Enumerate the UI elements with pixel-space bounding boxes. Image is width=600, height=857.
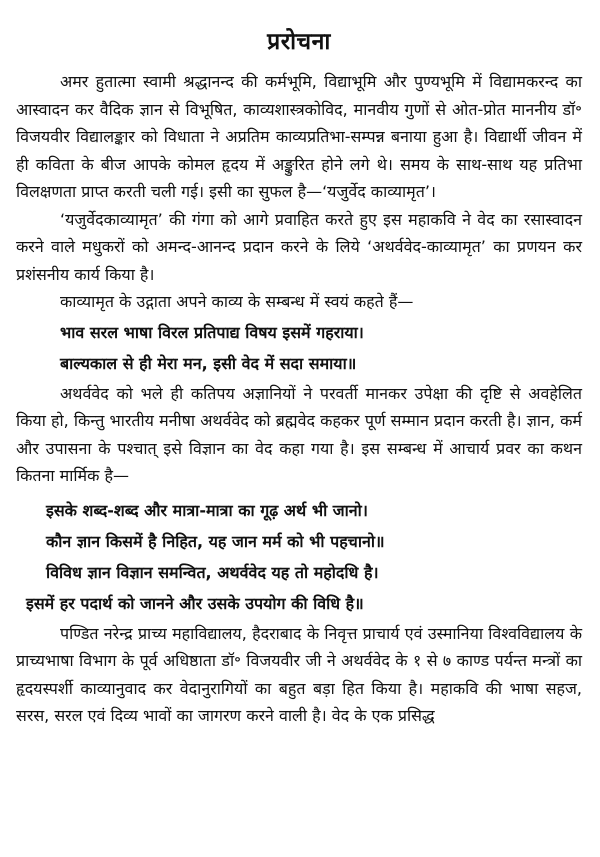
verse-line: बाल्यकाल से ही मेरा मन, इसी वेद में सदा समाया॥ bbox=[60, 353, 357, 373]
verse-line: विविध ज्ञान विज्ञान समन्वित, अथर्ववेद यह तो महोदधि है। bbox=[46, 562, 379, 582]
paragraph-atharvaveda: अथर्ववेद को भले ही कतिपय अज्ञानियों ने परवर्ती मानकर उपेक्षा की दृष्टि से अवहेलित किया हो, किन्तु भारतीय मनीषा अथर्ववेद को ब्रह्मवेद कहकर पूर्ण सम्मान प्रदान करती है। ज्ञान, कर्म और उपासना के पश्चात् इसे विज्ञान का वेद कहा गया है। इस सम्बन्ध में आचार्य प्रवर का कथन कितना मार्मिक है— bbox=[16, 383, 582, 485]
verse-line: कौन ज्ञान किसमें है निहित, यह जान मर्म को भी पहचानो॥ bbox=[46, 531, 385, 551]
spacer bbox=[16, 490, 582, 494]
verse-line: भाव सरल भाषा विरल प्रतिपाद्य विषय इसमें गहराया। bbox=[60, 322, 364, 342]
verse-line: इसके शब्द-शब्द और मात्रा-मात्रा का गूढ़ अर्थ भी जानो। bbox=[46, 500, 368, 520]
page-title: प्ररोचना bbox=[267, 29, 331, 55]
paragraph-intro: अमर हुतात्मा स्वामी श्रद्धानन्द की कर्मभूमि, विद्याभूमि और पुण्यभूमि में विद्यामकरन्द का आस्वादन कर वैदिक ज्ञान से विभूषित, काव्यशास्त्रकोविद, मानवीय गुणों से ओत-प्रोत माननीय डॉ॰ विजयवीर विद्यालङ्कार को विधाता ने अप्रतिम काव्यप्रतिभा-सम्पन्न बनाया हुआ है। विद्यार्थी जीवन में ही कविता के बीज आपके कोमल हृदय में अङ्कुरित होने लगे थे। समय के साथ-साथ यह प्रतिभा विलक्षणता प्राप्त करती चली गई। इसी का सुफल है—‘यजुर्वेद काव्यामृत’। bbox=[16, 72, 582, 201]
paragraph-poet-says: काव्यामृत के उद्गाता अपने काव्य के सम्बन्ध में स्वयं कहते हैं— bbox=[60, 292, 414, 311]
paragraph-yajurveda: ‘यजुर्वेदकाव्यामृत’ की गंगा को आगे प्रवाहित करते हुए इस महाकवि ने वेद का रसास्वादन करने वाले मधुकरों को अमन्द-आनन्द प्रदान करने के लिये ‘अथर्ववेद-काव्यामृत’ का प्रणयन कर प्रशंसनीय कार्य किया है। bbox=[16, 209, 582, 284]
paragraph-author-bio: पण्डित नरेन्द्र प्राच्य महाविद्यालय, हैदराबाद के निवृत्त प्राचार्य एवं उस्मानिया विश्वविद्यालय के प्राच्यभाषा विभाग के पूर्व अधिष्ठाता डॉ॰ विजयवीर जी ने अथर्ववेद के १ से ७ काण्ड पर्यन्त मन्त्रों का हृदयस्पर्शी काव्यानुवाद कर वेदानुरागियों का बहुत बड़ा हित किया है। महाकवि की भाषा सहज, सरस, सरल एवं दिव्य भावों का जागरण करने वाली है। वेद के एक प्रसिद्ध bbox=[16, 623, 582, 725]
verse-line: इसमें हर पदार्थ को जानने और उसके उपयोग की विधि है॥ bbox=[26, 593, 364, 613]
